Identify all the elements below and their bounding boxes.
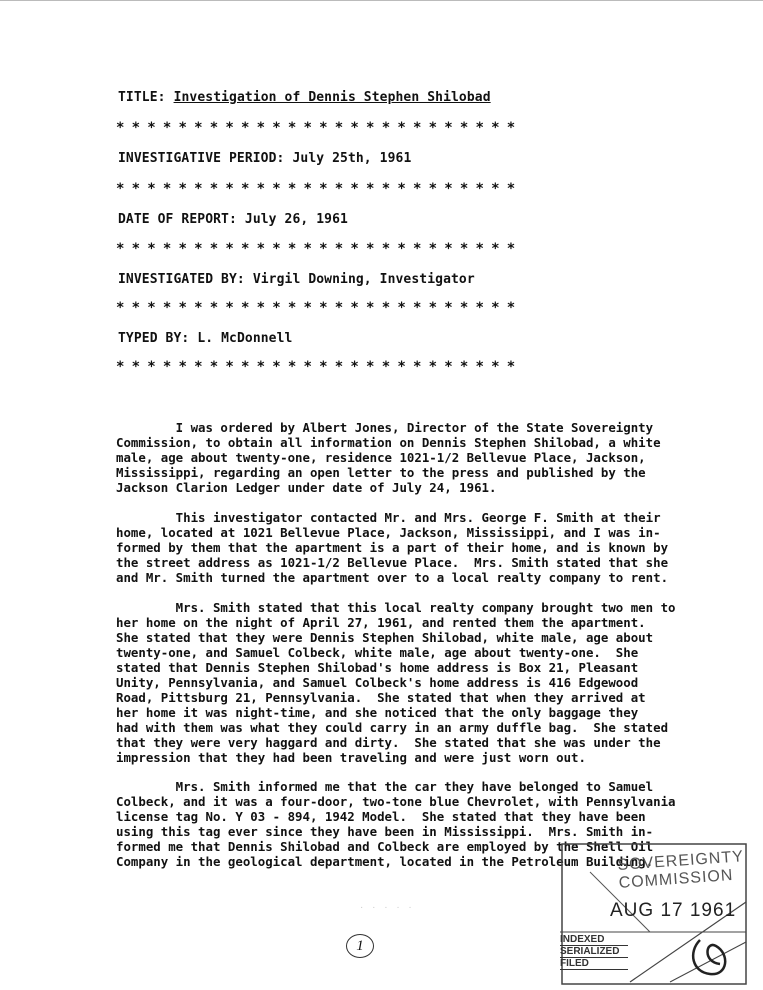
title-label: TITLE:: [118, 90, 166, 105]
stamp-flag-indexed: INDEXED: [560, 934, 628, 946]
faint-smudge: · · · · ·: [360, 902, 415, 913]
typed-by-field: [118, 331, 292, 346]
stamp-flag-filed: FILED: [560, 958, 628, 970]
investigator-field: [118, 272, 475, 287]
separator-3: **************************: [116, 241, 523, 257]
received-stamp: [560, 842, 760, 988]
body-paragraph: Mrs. Smith informed me that the car they have belonged to Samuel Colbeck, and it was a four-door, two-tone blue Chevrolet, with Pennsylvania license tag No. Y 03 - 894, 1942 Model. She stated that they have been using this tag ever since they have been in Mississippi. Mrs. Smith in- formed me that Dennis Shilobad and Colbeck are employed by the Shell Oil Company in the geological department, located in the Petroleum Building.: [116, 779, 676, 869]
period-value: July 25th, 1961: [292, 151, 412, 166]
typed-by-value: L. McDonnell: [197, 331, 293, 346]
period-label: INVESTIGATIVE PERIOD:: [118, 151, 285, 166]
separator-4: **************************: [116, 300, 523, 316]
separator-1: **************************: [116, 120, 523, 136]
page-number: 1: [346, 934, 374, 958]
period-field: [118, 151, 411, 166]
top-edge-rule: [0, 0, 763, 7]
report-date-value: July 26, 1961: [244, 212, 348, 227]
typed-by-label: TYPED BY:: [118, 331, 190, 346]
investigator-value: Virgil Downing, Investigator: [252, 272, 475, 287]
body-paragraph: I was ordered by Albert Jones, Director of the State Sovereignty Commission, to obtain all information on Dennis Stephen Shilobad, a white male, age about twenty-one, residence 1021-1/2 Bellevue Place, Jackson, Mississippi, regarding an open letter to the press and published by the Jackson Clarion Ledger under date of July 24, 1961.: [116, 420, 661, 495]
investigator-label: INVESTIGATED BY:: [118, 272, 245, 287]
report-date-label: DATE OF REPORT:: [118, 212, 237, 227]
title-value: Investigation of Dennis Stephen Shilobad: [173, 90, 491, 105]
stamp-agency: SOVEREIGNTY COMMISSION: [616, 848, 745, 892]
separator-2: **************************: [116, 181, 523, 197]
stamp-flags: [560, 934, 628, 970]
body-paragraph: Mrs. Smith stated that this local realty company brought two men to her home on the night of April 27, 1961, and rented them the apartment. She stated that they were Dennis Stephen Shilobad, white male, age about twenty-one, and Samuel Colbeck, white male, age about twenty-one. She stated that Dennis Stephen Shilobad's home address is Box 21, Pleasant Unity, Pennsylvania, and Samuel Colbeck's home address is 416 Edgewood Road, Pittsburg 21, Pennsylvania. She stated that when they arrived at her home it was night-time, and she noticed that the only baggage they had with them was what they could carry in an army duffle bag. She stated that they were very haggard and dirty. She stated that she was under the impression that they had been traveling and were just worn out.: [116, 600, 676, 765]
body-paragraph: This investigator contacted Mr. and Mrs. George F. Smith at their home, located at 1021 Bellevue Place, Jackson, Mississippi, and I was in- formed by them that the apartment is a part of their home, and is known by the street address as 1021-1/2 Bellevue Place. Mrs. Smith stated that she and Mr. Smith turned the apartment over to a local realty company to rent.: [116, 510, 669, 585]
report-date-field: [118, 212, 348, 227]
title-field: [118, 90, 491, 105]
stamp-flag-serialized: SERIALIZED: [560, 946, 628, 958]
stamp-date: AUG 17 1961: [610, 900, 737, 921]
separator-5: **************************: [116, 359, 523, 375]
